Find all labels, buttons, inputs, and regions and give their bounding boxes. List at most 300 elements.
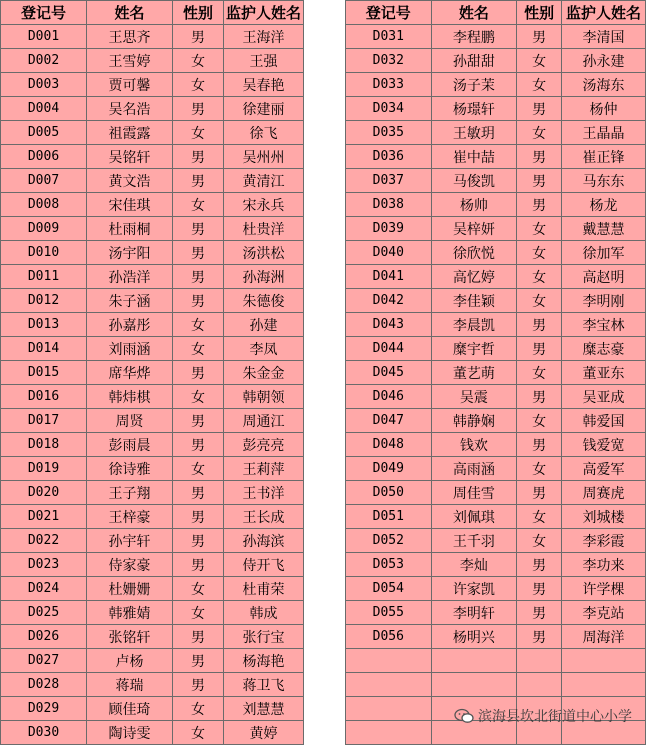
name-cell: 李灿 [431,553,517,577]
table-row [1,121,304,145]
gender-cell: 男 [173,649,224,673]
reg-no-cell: D038 [346,193,432,217]
table-row [1,673,304,697]
reg-no-cell: D018 [1,433,87,457]
guardian-cell: 彭亮亮 [224,433,304,457]
guardian-cell: 张行宝 [224,625,304,649]
name-cell: 王千羽 [431,529,517,553]
name-cell: 陶诗雯 [87,721,173,745]
name-cell: 朱子涵 [87,289,173,313]
reg-no-cell: D005 [1,121,87,145]
guardian-cell: 王莉萍 [224,457,304,481]
name-cell: 侍家豪 [87,553,173,577]
guardian-cell: 杨龙 [562,193,646,217]
table-row [1,721,304,745]
reg-no-cell: D009 [1,217,87,241]
guardian-cell: 徐建丽 [224,97,304,121]
gender-cell: 男 [517,97,562,121]
table-row [346,145,646,169]
guardian-cell: 高赵明 [562,265,646,289]
name-cell: 王雪婷 [87,49,173,73]
gender-cell: 男 [517,625,562,649]
gender-cell: 男 [173,505,224,529]
reg-no-cell: D021 [1,505,87,529]
name-cell: 李明轩 [431,601,517,625]
guardian-cell: 杜贵洋 [224,217,304,241]
reg-no-cell: D033 [346,73,432,97]
guardian-cell: 李功来 [562,553,646,577]
name-cell: 吴梓妍 [431,217,517,241]
gender-cell: 女 [173,697,224,721]
table-row [346,361,646,385]
gender-cell: 男 [173,25,224,49]
reg-no-cell: D036 [346,145,432,169]
reg-no-cell: D050 [346,481,432,505]
reg-no-cell: D031 [346,25,432,49]
name-cell: 高雨涵 [431,457,517,481]
guardian-cell: 韩成 [224,601,304,625]
gender-cell: 男 [173,145,224,169]
name-cell: 席华烨 [87,361,173,385]
gender-cell: 女 [173,601,224,625]
gender-cell: 女 [517,217,562,241]
guardian-cell: 宋永兵 [224,193,304,217]
reg-no-cell: D029 [1,697,87,721]
reg-no-cell [346,649,432,673]
name-cell: 韩静娴 [431,409,517,433]
reg-no-cell: D022 [1,529,87,553]
guardian-cell: 黄婷 [224,721,304,745]
guardian-cell: 汤洪松 [224,241,304,265]
gender-cell: 女 [173,457,224,481]
table-row [346,553,646,577]
gender-cell: 男 [517,337,562,361]
name-cell: 刘雨涵 [87,337,173,361]
name-cell [431,649,517,673]
gender-cell: 女 [173,337,224,361]
gender-cell: 女 [517,73,562,97]
reg-no-cell: D040 [346,241,432,265]
name-cell: 马俊凯 [431,169,517,193]
table-row [346,409,646,433]
reg-no-cell: D046 [346,385,432,409]
gender-cell: 女 [517,505,562,529]
guardian-cell: 孙建 [224,313,304,337]
reg-no-cell: D047 [346,409,432,433]
watermark-text: 滨海县坎北街道中心小学 [478,709,632,725]
guardian-cell: 李清国 [562,25,646,49]
watermark [454,706,632,726]
table-row [1,553,304,577]
table-row [1,361,304,385]
header-name: 姓名 [87,1,173,25]
guardian-cell: 李凤 [224,337,304,361]
table-row [1,649,304,673]
name-cell: 孙宇轩 [87,529,173,553]
reg-no-cell: D026 [1,625,87,649]
reg-no-cell: D051 [346,505,432,529]
name-cell: 吴名浩 [87,97,173,121]
table-row [1,409,304,433]
gender-cell: 男 [173,97,224,121]
gender-cell: 男 [517,313,562,337]
guardian-cell: 许学棵 [562,577,646,601]
name-cell: 孙嘉彤 [87,313,173,337]
header-gender: 性别 [517,1,562,25]
name-cell: 徐诗雅 [87,457,173,481]
guardian-cell: 李明刚 [562,289,646,313]
table-row [346,577,646,601]
table-row [1,577,304,601]
reg-no-cell: D023 [1,553,87,577]
gender-cell: 男 [517,601,562,625]
gender-cell: 男 [173,169,224,193]
table-row [346,625,646,649]
table-row [346,649,646,673]
gender-cell: 男 [173,241,224,265]
guardian-cell: 蒋卫飞 [224,673,304,697]
reg-no-cell: D054 [346,577,432,601]
gender-cell: 男 [517,169,562,193]
gender-cell: 男 [173,265,224,289]
name-cell: 刘佩琪 [431,505,517,529]
name-cell: 韩炜棋 [87,385,173,409]
gender-cell: 女 [173,313,224,337]
name-cell: 贾可馨 [87,73,173,97]
reg-no-cell [346,697,432,721]
gender-cell: 男 [517,385,562,409]
name-cell: 钱欢 [431,433,517,457]
name-cell: 糜宇哲 [431,337,517,361]
gender-cell: 女 [517,241,562,265]
guardian-cell: 周海洋 [562,625,646,649]
name-cell: 汤子茉 [431,73,517,97]
gender-cell: 男 [173,529,224,553]
gender-cell: 女 [517,361,562,385]
gender-cell: 女 [173,385,224,409]
name-cell: 徐欣悦 [431,241,517,265]
table-row [1,505,304,529]
reg-no-cell: D032 [346,49,432,73]
table-row [346,289,646,313]
name-cell: 李佳颖 [431,289,517,313]
gender-cell: 男 [173,433,224,457]
gender-cell: 男 [173,553,224,577]
guardian-cell: 侍开飞 [224,553,304,577]
table-row [346,457,646,481]
guardian-cell: 李宝林 [562,313,646,337]
name-cell: 王敏玥 [431,121,517,145]
gender-cell: 男 [517,481,562,505]
reg-no-cell: D017 [1,409,87,433]
gender-cell: 男 [173,481,224,505]
guardian-cell: 孙永建 [562,49,646,73]
name-cell: 彭雨晨 [87,433,173,457]
reg-no-cell: D048 [346,433,432,457]
name-cell: 宋佳琪 [87,193,173,217]
reg-no-cell: D016 [1,385,87,409]
table-row [1,97,304,121]
guardian-cell: 黄清江 [224,169,304,193]
header-guardian: 监护人姓名 [224,1,304,25]
name-cell: 顾佳琦 [87,697,173,721]
reg-no-cell: D013 [1,313,87,337]
reg-no-cell: D014 [1,337,87,361]
guardian-cell: 吴春艳 [224,73,304,97]
table-row [346,337,646,361]
guardian-cell: 王晶晶 [562,121,646,145]
reg-no-cell: D034 [346,97,432,121]
reg-no-cell: D044 [346,337,432,361]
name-cell: 卢杨 [87,649,173,673]
reg-no-cell: D006 [1,145,87,169]
table-row [1,601,304,625]
reg-no-cell: D025 [1,601,87,625]
gender-cell: 女 [517,529,562,553]
guardian-cell: 董亚东 [562,361,646,385]
guardian-cell: 汤海东 [562,73,646,97]
name-cell: 蒋瑞 [87,673,173,697]
table-row [346,265,646,289]
reg-no-cell: D049 [346,457,432,481]
reg-no-cell: D019 [1,457,87,481]
table-row [1,49,304,73]
reg-no-cell: D043 [346,313,432,337]
name-cell: 汤宇阳 [87,241,173,265]
gender-cell: 女 [173,121,224,145]
guardian-cell: 吴亚成 [562,385,646,409]
table-row [1,625,304,649]
guardian-cell: 钱爱宽 [562,433,646,457]
guardian-cell: 王海洋 [224,25,304,49]
gender-cell [517,649,562,673]
gender-cell: 女 [173,193,224,217]
table-row [1,193,304,217]
reg-no-cell: D012 [1,289,87,313]
name-cell: 黄文浩 [87,169,173,193]
name-cell: 杨明兴 [431,625,517,649]
name-cell: 杨璟轩 [431,97,517,121]
table-row [1,169,304,193]
guardian-cell: 戴慧慧 [562,217,646,241]
guardian-cell: 王长成 [224,505,304,529]
header-row [346,1,646,25]
guardian-cell: 韩爱国 [562,409,646,433]
name-cell: 王思齐 [87,25,173,49]
reg-no-cell: D041 [346,265,432,289]
reg-no-cell: D003 [1,73,87,97]
guardian-cell: 吴州州 [224,145,304,169]
wechat-icon [454,708,474,724]
reg-no-cell: D055 [346,601,432,625]
reg-no-cell: D024 [1,577,87,601]
table-row [346,673,646,697]
reg-no-cell: D007 [1,169,87,193]
table-row [346,481,646,505]
reg-no-cell: D027 [1,649,87,673]
reg-no-cell: D010 [1,241,87,265]
table-row [346,529,646,553]
guardian-cell: 王书洋 [224,481,304,505]
reg-no-cell: D002 [1,49,87,73]
reg-no-cell: D035 [346,121,432,145]
guardian-cell: 孙海洲 [224,265,304,289]
reg-no-cell [346,673,432,697]
gender-cell: 女 [173,73,224,97]
reg-no-cell: D028 [1,673,87,697]
gender-cell: 男 [173,625,224,649]
table-row [1,217,304,241]
header-reg-no: 登记号 [346,1,432,25]
guardian-cell: 周赛虎 [562,481,646,505]
name-cell: 孙浩洋 [87,265,173,289]
table-row [1,481,304,505]
gender-cell: 男 [173,289,224,313]
table-row [1,313,304,337]
guardian-cell: 孙海滨 [224,529,304,553]
guardian-cell: 周通江 [224,409,304,433]
table-row [346,313,646,337]
table-row [1,73,304,97]
table-row [1,337,304,361]
table-row [346,433,646,457]
table-row [1,697,304,721]
guardian-cell: 马东东 [562,169,646,193]
reg-no-cell: D045 [346,361,432,385]
guardian-cell [562,673,646,697]
table-row [1,265,304,289]
guardian-cell: 王强 [224,49,304,73]
gender-cell: 男 [517,433,562,457]
guardian-cell: 韩朝领 [224,385,304,409]
student-table-right [345,0,646,745]
reg-no-cell: D042 [346,289,432,313]
table-row [346,241,646,265]
table-row [346,25,646,49]
reg-no-cell: D011 [1,265,87,289]
name-cell: 韩雅婧 [87,601,173,625]
name-cell: 周佳雪 [431,481,517,505]
table-row [346,601,646,625]
guardian-cell: 刘城楼 [562,505,646,529]
guardian-cell: 刘慧慧 [224,697,304,721]
name-cell: 祖霞露 [87,121,173,145]
header-name: 姓名 [431,1,517,25]
gender-cell: 男 [173,361,224,385]
reg-no-cell: D056 [346,625,432,649]
reg-no-cell: D020 [1,481,87,505]
guardian-cell: 朱金金 [224,361,304,385]
reg-no-cell: D052 [346,529,432,553]
table-row [1,241,304,265]
table-row [346,73,646,97]
reg-no-cell: D030 [1,721,87,745]
gender-cell: 男 [517,25,562,49]
table-row [1,385,304,409]
reg-no-cell: D008 [1,193,87,217]
table-row [346,193,646,217]
student-table-left [0,0,304,745]
gender-cell: 女 [517,457,562,481]
table-row [346,505,646,529]
guardian-cell: 崔正锋 [562,145,646,169]
reg-no-cell: D004 [1,97,87,121]
reg-no-cell: D037 [346,169,432,193]
gender-cell: 女 [173,577,224,601]
table-row [1,289,304,313]
table-row [346,169,646,193]
gender-cell: 男 [517,577,562,601]
gender-cell: 女 [173,49,224,73]
table-row [346,385,646,409]
gender-cell: 男 [173,217,224,241]
name-cell: 许家凯 [431,577,517,601]
name-cell: 杜雨桐 [87,217,173,241]
table-row [1,529,304,553]
reg-no-cell: D001 [1,25,87,49]
guardian-cell: 糜志豪 [562,337,646,361]
gender-cell: 女 [517,49,562,73]
table-row [346,97,646,121]
name-cell [431,673,517,697]
gender-cell: 女 [517,265,562,289]
header-reg-no: 登记号 [1,1,87,25]
guardian-cell: 高爱军 [562,457,646,481]
name-cell: 张铭轩 [87,625,173,649]
gender-cell: 男 [517,193,562,217]
name-cell: 吴铭轩 [87,145,173,169]
reg-no-cell [346,721,432,745]
gender-cell: 男 [173,673,224,697]
name-cell: 李晨凯 [431,313,517,337]
table-row [346,217,646,241]
guardian-cell: 杨仲 [562,97,646,121]
gender-cell: 女 [173,721,224,745]
reg-no-cell: D053 [346,553,432,577]
guardian-cell: 徐飞 [224,121,304,145]
gender-cell: 男 [173,409,224,433]
name-cell: 高忆婷 [431,265,517,289]
gender-cell: 男 [517,145,562,169]
gender-cell: 女 [517,289,562,313]
guardian-cell: 杨海艳 [224,649,304,673]
table-row [1,433,304,457]
table-row [346,121,646,145]
guardian-cell: 李克站 [562,601,646,625]
guardian-cell: 朱德俊 [224,289,304,313]
reg-no-cell: D039 [346,217,432,241]
header-row [1,1,304,25]
gender-cell: 男 [517,553,562,577]
gender-cell: 女 [517,409,562,433]
reg-no-cell: D015 [1,361,87,385]
name-cell: 崔中喆 [431,145,517,169]
name-cell: 周贤 [87,409,173,433]
name-cell: 孙甜甜 [431,49,517,73]
header-gender: 性别 [173,1,224,25]
table-row [1,145,304,169]
name-cell: 李程鹏 [431,25,517,49]
header-guardian: 监护人姓名 [562,1,646,25]
guardian-cell: 徐加军 [562,241,646,265]
name-cell: 王梓豪 [87,505,173,529]
table-row [1,457,304,481]
table-row [1,25,304,49]
gender-cell: 女 [517,121,562,145]
name-cell: 杜姗姗 [87,577,173,601]
name-cell: 王子翔 [87,481,173,505]
guardian-cell [562,649,646,673]
